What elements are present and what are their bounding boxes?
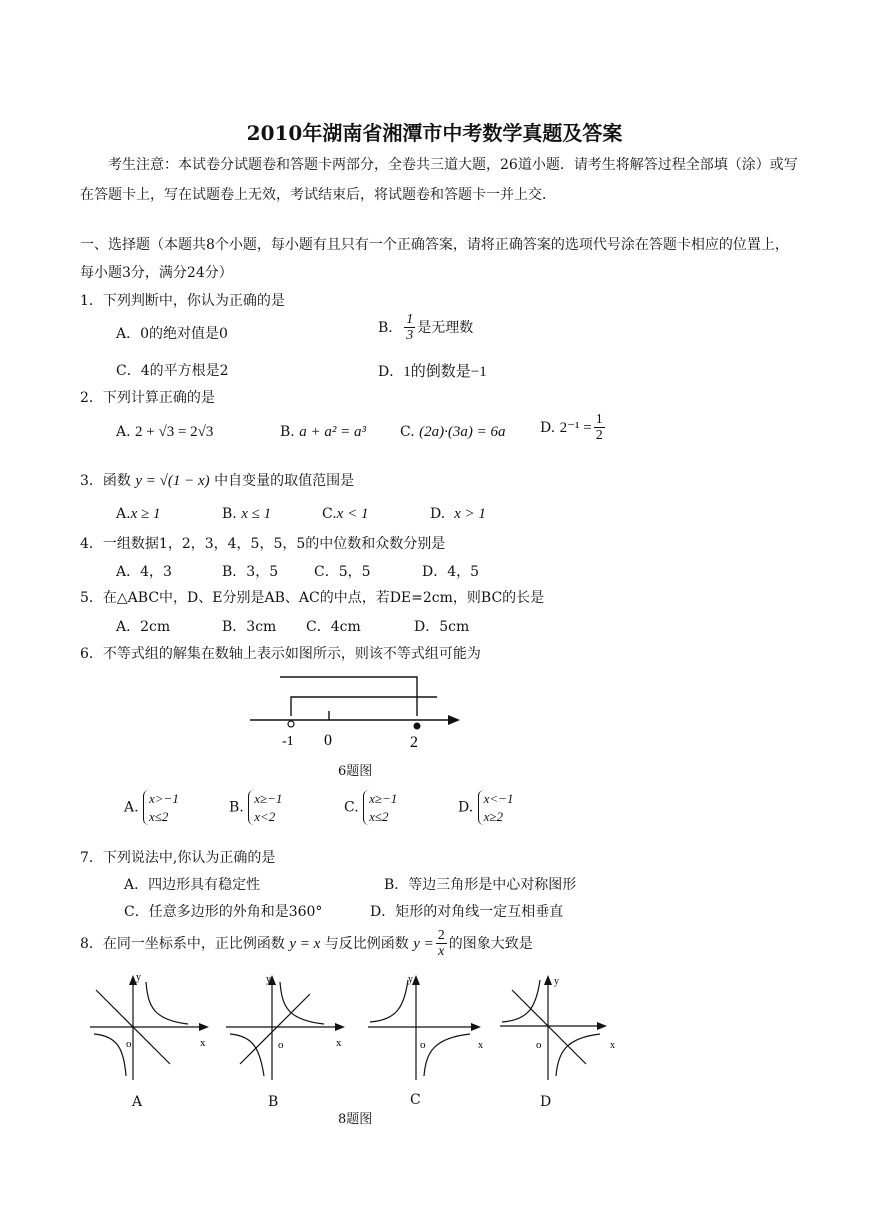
q2-option-a-math: 2 + √3 = 2√3 bbox=[135, 424, 214, 440]
graph-b-origin: o bbox=[278, 1039, 284, 1051]
q3-option-b-math: x ≤ 1 bbox=[241, 506, 272, 522]
q5-option-b: B．3cm bbox=[222, 619, 277, 635]
q4-option-d: D．4，5 bbox=[422, 564, 480, 580]
q1-option-b bbox=[378, 312, 473, 344]
q8-stem-post: 的图象大致是 bbox=[448, 935, 533, 952]
q6-option-d-system bbox=[478, 790, 514, 825]
page-title: 2010年湖南省湘潭市中考数学真题及答案 bbox=[246, 121, 623, 145]
graph-c-hyperbola-lower bbox=[424, 1034, 470, 1076]
question-3-stem bbox=[80, 470, 354, 490]
q2-option-b-math: a + a² = a³ bbox=[299, 424, 366, 440]
graph-a bbox=[88, 972, 218, 1087]
graph-b-hyperbola-lower bbox=[230, 1034, 264, 1076]
q6-option-b-system bbox=[248, 790, 282, 825]
q4-option-a: A．4，3 bbox=[116, 564, 172, 580]
graph-d-x-label: x bbox=[610, 1040, 615, 1051]
q3-option-c-math: x < 1 bbox=[336, 506, 369, 522]
q8-stem-mid: 与反比例函数 bbox=[324, 935, 409, 952]
q2-option-a bbox=[116, 424, 213, 441]
q3-option-b-label: B. bbox=[222, 506, 237, 522]
q5-option-d: D．5cm bbox=[414, 619, 470, 635]
q6-option-a-system bbox=[143, 790, 179, 825]
q3-option-d-label: D. bbox=[430, 506, 446, 522]
tick-label-two: 2 bbox=[410, 734, 418, 751]
section-heading: 一、选择题（本题共8个小题，每小题有且只有一个正确答案，请将正确答案的选项代号涂在答题卡相应的位置上，每小题3分，满分24分） bbox=[80, 237, 789, 281]
q2-fraction-denominator: 2 bbox=[595, 428, 603, 444]
question-2-stem: 2．下列计算正确的是 bbox=[80, 390, 215, 406]
q6-c-line2: x≤2 bbox=[369, 808, 389, 824]
q6-option-c-system bbox=[363, 790, 397, 825]
figure-6-caption: 6题图 bbox=[338, 764, 373, 779]
q3-option-c bbox=[322, 506, 368, 523]
graph-d-hyperbola-upper bbox=[502, 980, 540, 1022]
number-line-arrow bbox=[448, 715, 460, 725]
graph-d-origin: o bbox=[536, 1039, 542, 1051]
graph-a-hyperbola-upper bbox=[146, 982, 188, 1024]
q3-stem-post: 中自变量的取值范围是 bbox=[214, 473, 355, 489]
question-5-stem: 5．在△ABC中，D、E分别是AB、AC的中点，若DE=2cm，则BC的长是 bbox=[80, 590, 545, 606]
q1-fraction-numerator: 1 bbox=[406, 312, 414, 327]
q1-option-d-label: D． bbox=[378, 364, 404, 380]
graph-a-label: A bbox=[132, 1094, 143, 1110]
graph-a-origin: o bbox=[126, 1038, 132, 1050]
q7-option-d: D．矩形的对角线一定互相垂直 bbox=[370, 904, 564, 920]
q6-a-line2: x≤2 bbox=[149, 808, 169, 824]
figure-8-caption: 8题图 bbox=[338, 1112, 373, 1127]
q1-option-d-math: 1的倒数是−1 bbox=[403, 364, 487, 380]
q8-fraction-denominator: x bbox=[438, 944, 445, 960]
graph-c-x-arrow bbox=[471, 1023, 481, 1031]
q3-option-a-label: A. bbox=[116, 506, 131, 522]
open-point-minus-one bbox=[288, 721, 294, 727]
q2-option-d bbox=[540, 412, 607, 444]
q6-option-a-label: A. bbox=[124, 799, 139, 816]
q6-option-a bbox=[124, 790, 179, 825]
q3-stem-pre: 3．函数 bbox=[80, 473, 131, 489]
graph-c-x-label: x bbox=[478, 1040, 483, 1051]
graph-d-x-arrow bbox=[597, 1022, 607, 1030]
q1-option-c: C．4的平方根是2 bbox=[116, 363, 229, 379]
question-1-stem: 1．下列判断中，你认为正确的是 bbox=[80, 293, 285, 309]
q3-option-c-label: C. bbox=[322, 506, 337, 522]
q6-option-b-label: B. bbox=[229, 799, 244, 816]
q3-stem-math: y = √(1 − x) bbox=[135, 473, 210, 489]
q6-a-line1: x>−1 bbox=[149, 791, 179, 806]
q8-stem-math-1: y = x bbox=[289, 935, 321, 952]
q7-option-b: B．等边三角形是中心对称图形 bbox=[384, 877, 577, 893]
q3-option-d bbox=[430, 506, 486, 523]
tick-label-minus-one: -1 bbox=[282, 734, 294, 749]
q7-option-a: A．四边形具有稳定性 bbox=[124, 877, 261, 893]
graph-c-origin: o bbox=[420, 1039, 426, 1051]
graph-b-y-label: y bbox=[266, 974, 271, 985]
q3-option-a bbox=[116, 506, 160, 523]
q2-fraction-numerator: 1 bbox=[595, 412, 603, 427]
q8-stem-pre: 8．在同一坐标系中，正比例函数 bbox=[80, 935, 285, 952]
q6-option-b bbox=[229, 790, 282, 825]
graph-b bbox=[224, 972, 354, 1087]
q2-option-d-math: 2⁻¹ = bbox=[559, 419, 592, 436]
graph-a-x-label: x bbox=[200, 1037, 206, 1049]
graph-c-y-label: y bbox=[408, 974, 413, 985]
graph-d-label: D bbox=[540, 1094, 552, 1110]
q8-fraction-numerator: 2 bbox=[437, 928, 445, 943]
q6-option-d bbox=[458, 790, 513, 825]
graph-b-x-arrow bbox=[335, 1023, 345, 1031]
q2-fraction bbox=[594, 412, 605, 444]
q5-option-a: A．2cm bbox=[116, 619, 171, 635]
graph-c-label: C bbox=[410, 1092, 421, 1108]
q5-option-c: C．4cm bbox=[306, 619, 361, 635]
q6-option-d-label: D. bbox=[458, 799, 474, 816]
graph-c-hyperbola-upper bbox=[370, 980, 408, 1022]
q4-option-b: B．3，5 bbox=[222, 564, 279, 580]
q6-d-line1: x<−1 bbox=[483, 791, 514, 806]
q1-fraction-denominator: 3 bbox=[406, 328, 414, 344]
question-6-stem: 6．不等式组的解集在数轴上表示如图所示，则该不等式组可能为 bbox=[80, 646, 481, 662]
q1-option-d bbox=[378, 360, 487, 381]
graph-b-line bbox=[240, 994, 310, 1064]
exam-notice: 考生注意：本试卷分试题卷和答题卡两部分，全卷共三道大题，26道小题．请考生将解答过程全部填（涂）或写在答题卡上，写在试题卷上无效，考试结束后，将试题卷和答题卡一并上交． bbox=[80, 157, 798, 203]
graph-b-x-label: x bbox=[336, 1037, 342, 1049]
question-7-stem: 7．下列说法中,你认为正确的是 bbox=[80, 850, 276, 866]
closed-point-two bbox=[414, 723, 421, 730]
q2-option-d-label: D. bbox=[540, 419, 556, 436]
q6-c-line1: x≥−1 bbox=[369, 791, 398, 806]
q2-option-c bbox=[400, 424, 505, 441]
graph-c-y-arrow bbox=[412, 975, 420, 985]
graph-d-y-arrow bbox=[544, 975, 552, 985]
q3-option-d-math: x > 1 bbox=[454, 506, 486, 522]
q2-option-b-label: B. bbox=[280, 424, 295, 440]
graph-c bbox=[366, 972, 496, 1087]
graph-d-line bbox=[512, 990, 586, 1064]
q1-option-b-text: 是无理数 bbox=[417, 319, 474, 336]
q8-fraction bbox=[436, 928, 447, 960]
question-8-stem bbox=[80, 928, 533, 960]
number-line-figure bbox=[240, 670, 470, 755]
q7-option-c: C．任意多边形的外角和是360° bbox=[124, 904, 323, 920]
q6-b-line2: x<2 bbox=[254, 808, 276, 824]
question-4-stem: 4．一组数据1，2，3，4，5，5，5的中位数和众数分别是 bbox=[80, 536, 446, 552]
q8-stem-math-2: y = bbox=[413, 935, 434, 952]
q3-option-b bbox=[222, 506, 271, 523]
q6-option-c bbox=[344, 790, 397, 825]
q1-option-b-label: B． bbox=[378, 319, 403, 336]
tick-label-zero: 0 bbox=[324, 732, 332, 749]
q1-option-a: A．0的绝对值是0 bbox=[116, 326, 228, 342]
q1-fraction bbox=[404, 312, 415, 344]
q2-option-c-math: (2a)·(3a) = 6a bbox=[419, 424, 506, 440]
graph-b-label: B bbox=[268, 1094, 279, 1110]
graph-a-x-arrow bbox=[199, 1023, 209, 1031]
q4-option-c: C．5，5 bbox=[314, 564, 371, 580]
solution-bracket-left bbox=[291, 697, 437, 716]
q6-option-c-label: C. bbox=[344, 799, 359, 816]
q2-option-b bbox=[280, 424, 366, 441]
q2-option-c-label: C. bbox=[400, 424, 415, 440]
graph-a-hyperbola-lower bbox=[94, 1034, 126, 1076]
graph-d bbox=[498, 972, 623, 1087]
graph-d-y-label: y bbox=[554, 976, 559, 987]
graph-a-y-label: y bbox=[136, 972, 141, 983]
q2-option-a-label: A. bbox=[116, 424, 131, 440]
q6-b-line1: x≥−1 bbox=[254, 791, 283, 806]
q3-option-a-math: x ≥ 1 bbox=[130, 506, 161, 522]
q6-d-line2: x≥2 bbox=[483, 808, 504, 824]
